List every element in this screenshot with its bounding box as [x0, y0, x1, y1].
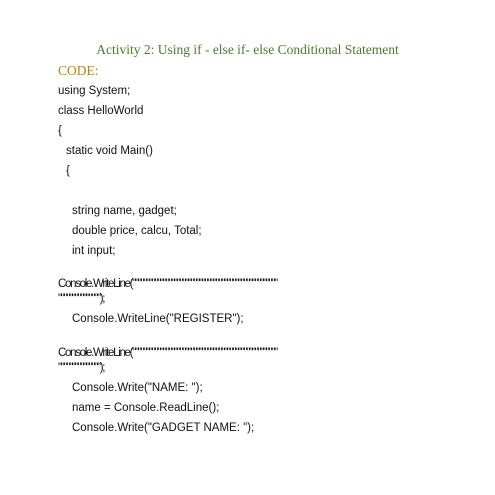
code-line: Console.Write("GADGET NAME: "); [72, 422, 255, 434]
code-line: class HelloWorld [58, 105, 144, 117]
code-line: string name, gadget; [72, 205, 177, 217]
code-line: """""""""""""""); [58, 362, 105, 374]
code-line: name = Console.ReadLine(); [72, 402, 220, 414]
code-line: { [66, 165, 70, 177]
code-line: double price, calcu, Total; [72, 225, 202, 237]
code-line: Console.WriteLine("REGISTER"); [72, 313, 244, 325]
code-line: Console.WriteLine("""""""""""""""""""""""""""""""""""""""""""""""""""" [58, 347, 277, 359]
code-line: Console.Write("NAME: "); [72, 382, 203, 394]
code-line: int input; [72, 245, 116, 257]
code-line: """""""""""""""); [58, 293, 105, 305]
code-line: using System; [58, 85, 131, 97]
code-line: Console.WriteLine("""""""""""""""""""""""""""""""""""""""""""""""""""" [58, 278, 277, 290]
code-line: static void Main() [66, 145, 153, 157]
code-line: { [58, 125, 62, 137]
code-label: CODE: [58, 63, 99, 78]
activity-heading: Activity 2: Using if - else if- else Conditional Statement [96, 42, 399, 57]
